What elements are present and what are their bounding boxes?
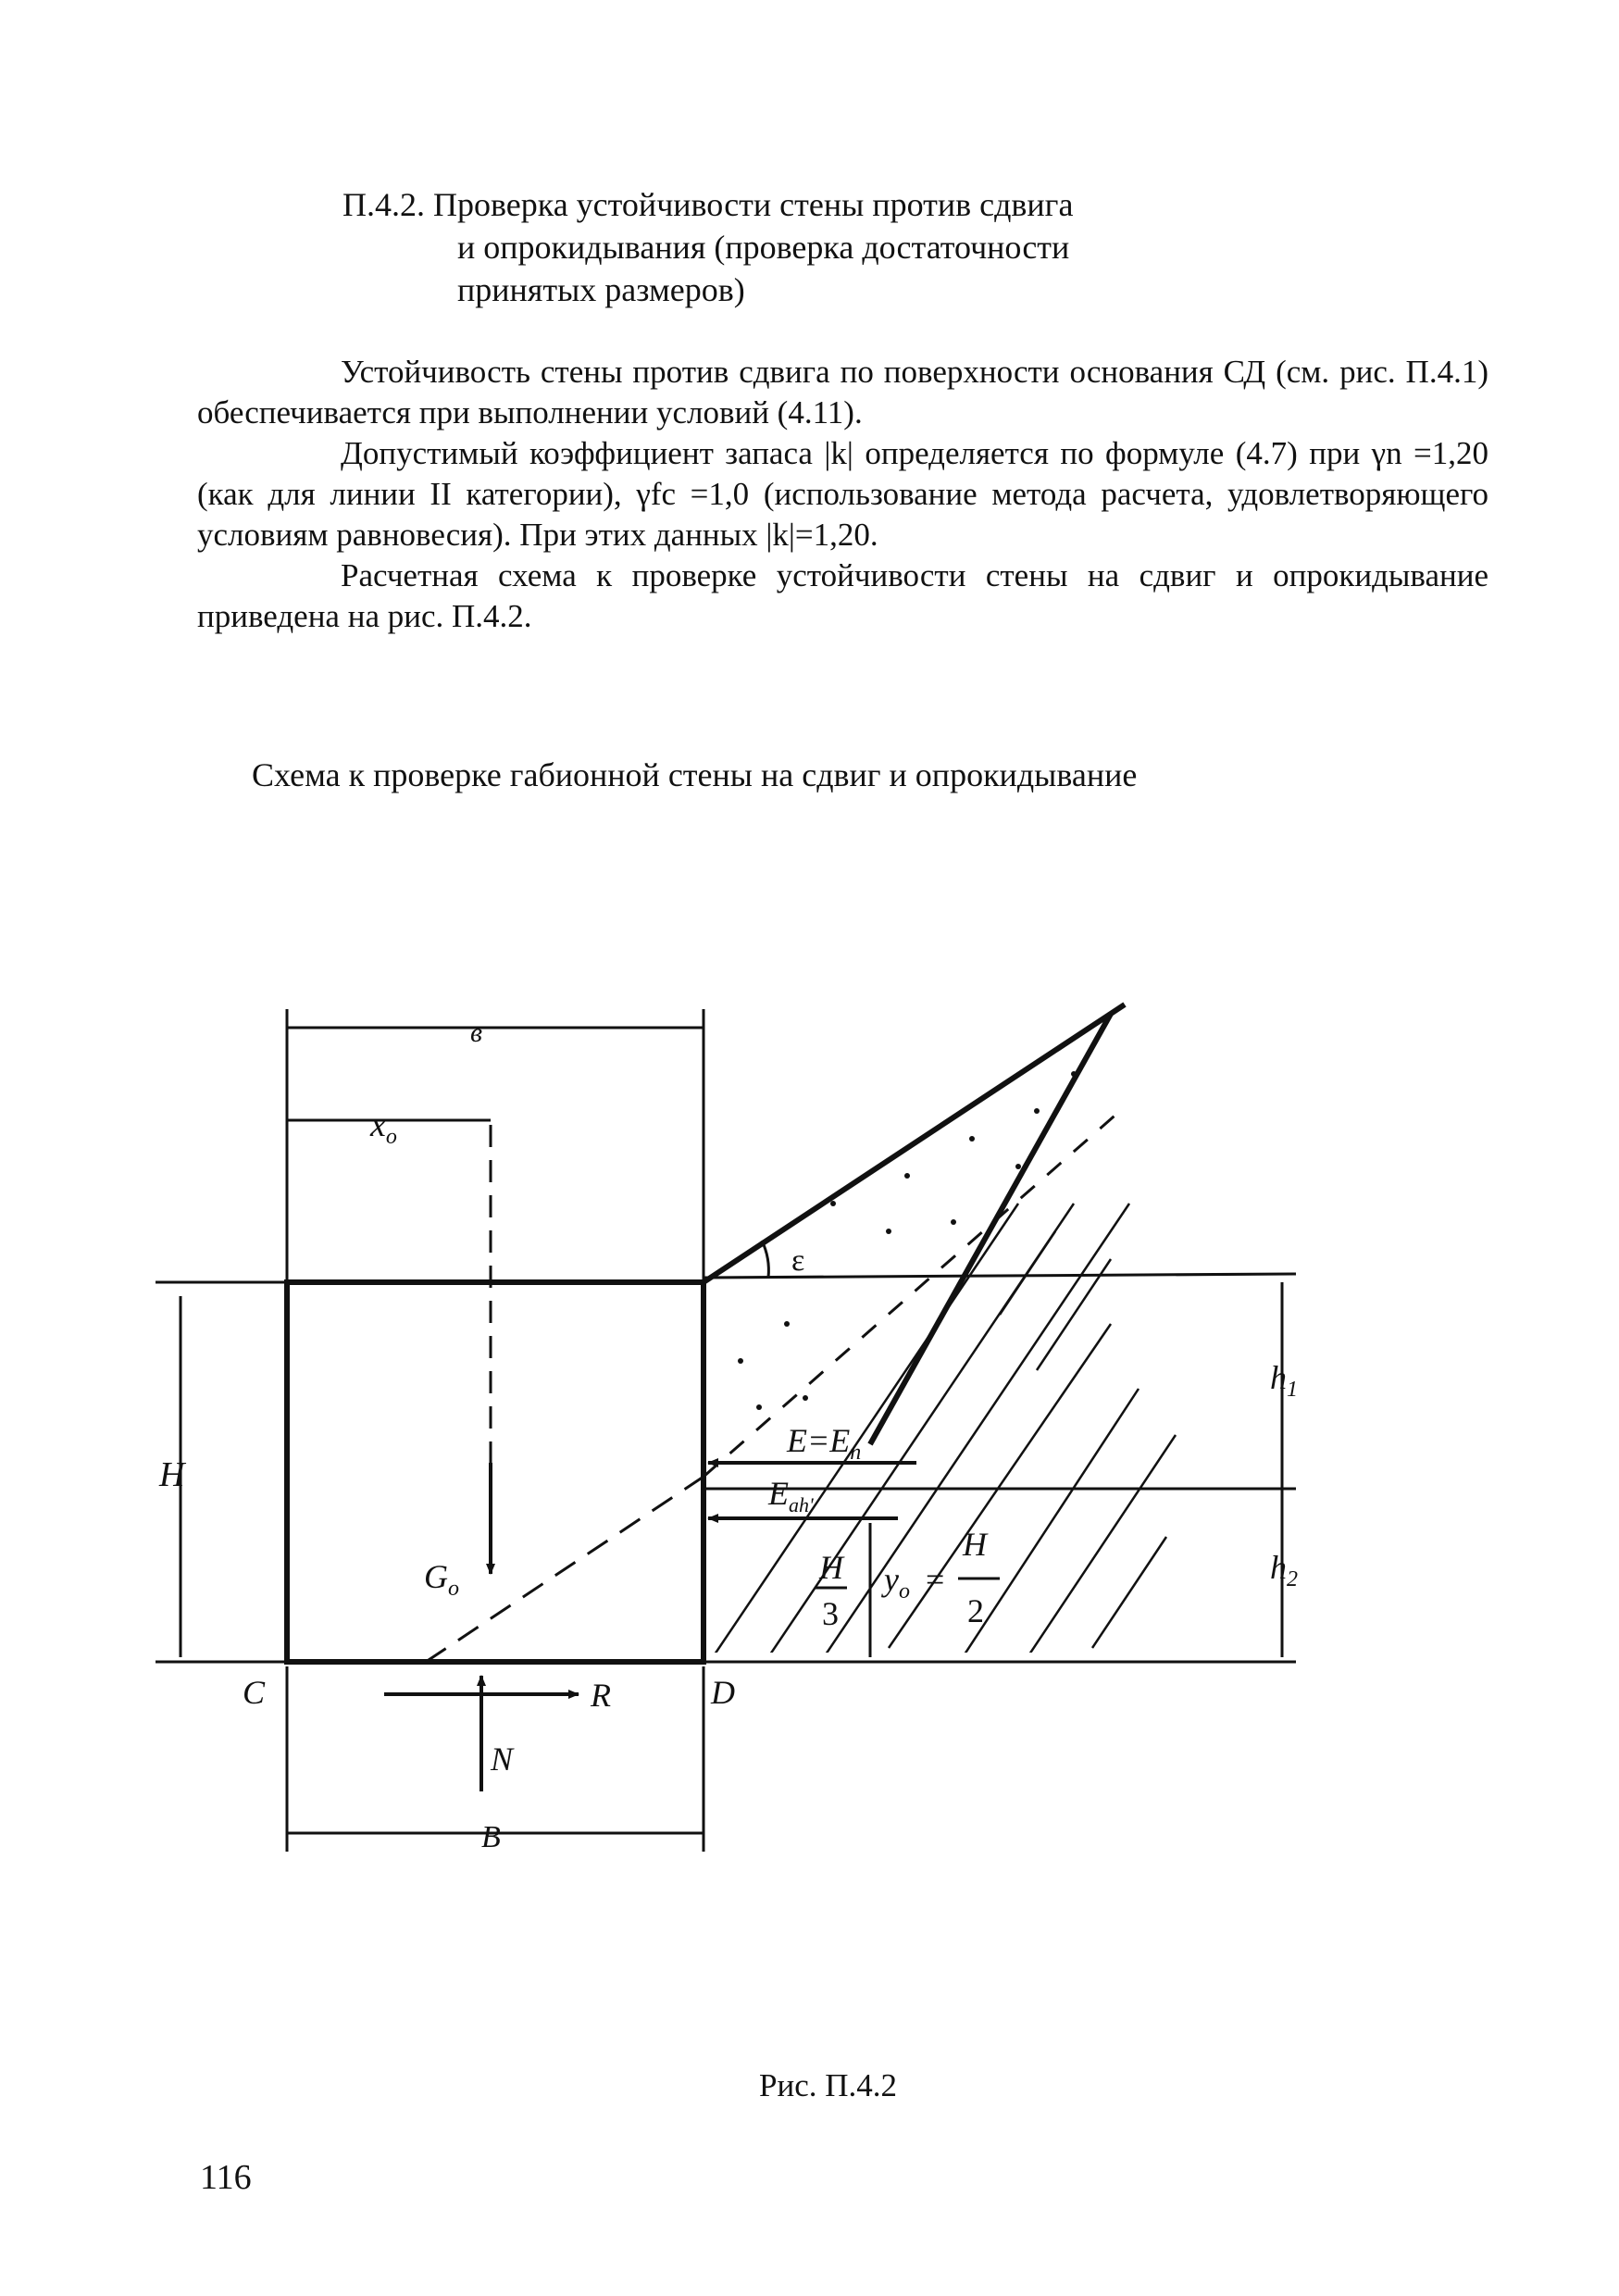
figure-caption: Рис. П.4.2	[759, 2067, 898, 2103]
wall-outline	[287, 1282, 704, 1662]
slope-surface	[704, 1004, 1125, 1282]
heading-line-2: и опрокидывания (проверка достаточности	[457, 229, 1070, 266]
epsilon-arc	[762, 1241, 768, 1278]
paragraph: Допустимый коэффициент запаса |k| определяется по формуле (4.7) при γn =1,20 (как для линии II категории), γfc =1,0 (использование метода расчета, удовлетворяющего условиям равновесия). При этих данных |k|=1,20.	[197, 435, 1488, 553]
label-eq: =	[926, 1561, 945, 1598]
label-D: D	[711, 1674, 735, 1711]
paragraph: Устойчивость стены против сдвига по поверхности основания СД (см. рис. П.4.1) обеспечивается при выполнении условий (4.11).	[197, 354, 1488, 430]
rankine-dashed-line	[426, 1477, 704, 1662]
label-b: в	[470, 1017, 483, 1048]
paragraph: Расчетная схема к проверке устойчивости стены на сдвиг и опрокидывание приведена на рис. П.4.2.	[197, 557, 1488, 634]
slip-plane	[870, 1014, 1111, 1444]
label-R: R	[591, 1677, 611, 1714]
label-H2-den: 2	[967, 1592, 984, 1629]
label-H: H	[159, 1455, 185, 1494]
label-h1: $h_1$	[1270, 1359, 1298, 1402]
wedge-dashed-line	[704, 1111, 1120, 1477]
page-number: 116	[200, 2158, 252, 2197]
label-epsilon: ε	[791, 1243, 805, 1278]
label-Eah: $E_{ah'}$	[768, 1475, 814, 1516]
label-H3-num: H	[819, 1549, 843, 1586]
label-h2: $h_2$	[1270, 1549, 1298, 1591]
label-N: N	[491, 1741, 514, 1778]
label-x0: $x_o$	[370, 1105, 397, 1149]
label-y0: $y_o$	[884, 1561, 910, 1603]
label-H2-num: H	[963, 1526, 987, 1563]
label-G0: $G_o$	[424, 1558, 459, 1601]
label-E: $E=E_n$	[787, 1422, 862, 1465]
label-B: B	[481, 1820, 501, 1854]
heading-line-3: принятых размеров)	[457, 271, 745, 308]
label-H3-den: 3	[822, 1595, 839, 1632]
label-C: C	[243, 1674, 266, 1711]
heading-line-1: П.4.2. Проверка устойчивости стены против сдвига	[342, 186, 1074, 223]
figure-title: Схема к проверке габионной стены на сдвиг и опрокидывание	[252, 756, 1138, 793]
